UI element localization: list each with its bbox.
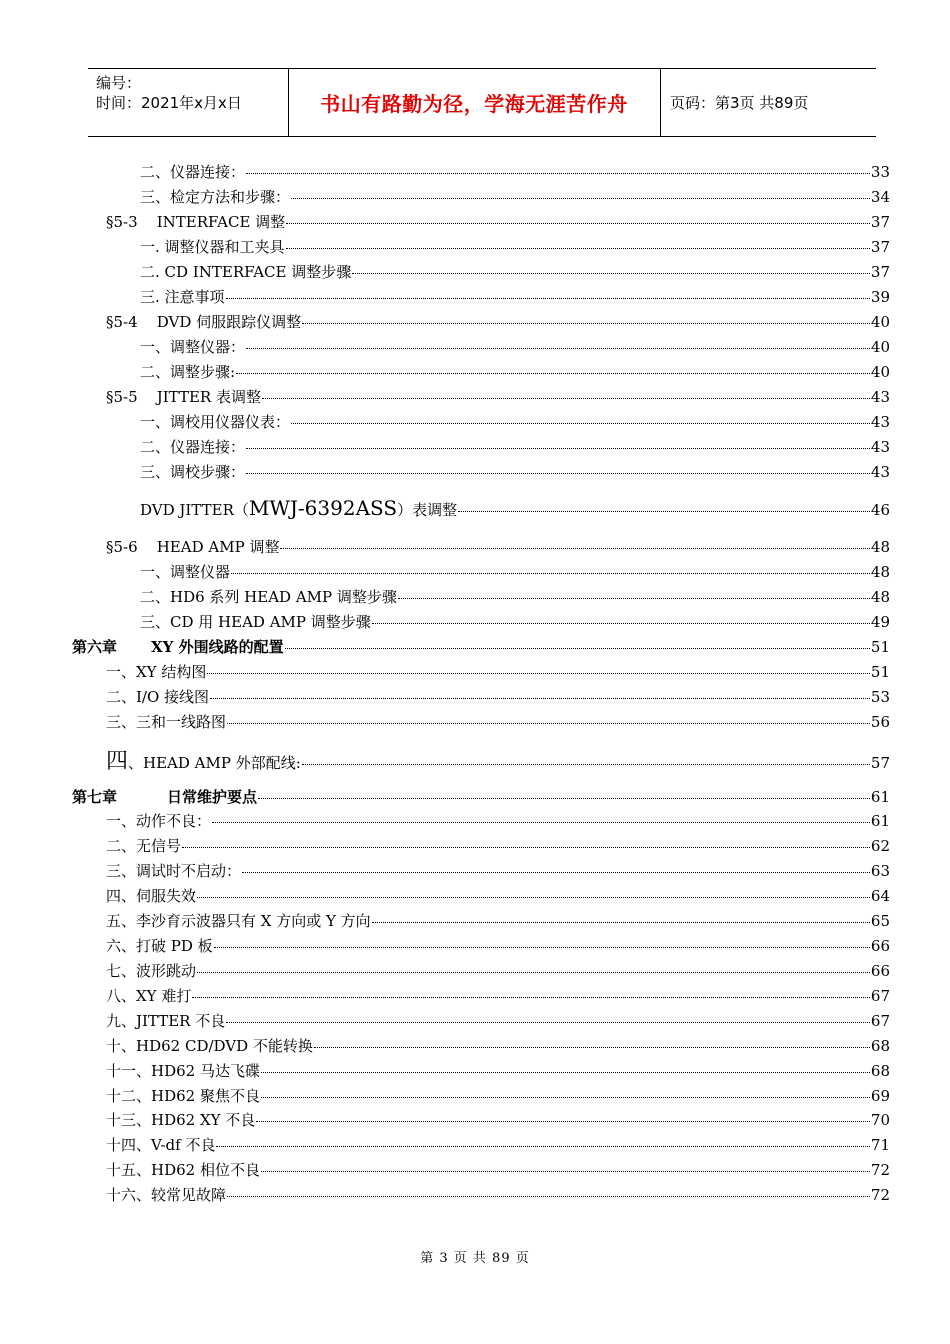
- toc-entry-title: 九、JITTER 不良: [106, 1012, 226, 1030]
- toc-entry-page: 43: [870, 463, 890, 481]
- toc-entry-page: 40: [870, 338, 890, 356]
- toc-entry-title: 四、伺服失效: [106, 887, 197, 905]
- toc-entry-title: 二、无信号: [106, 837, 182, 855]
- toc-entry-page: 43: [870, 388, 890, 406]
- leader-dots: [197, 897, 870, 898]
- leader-dots: [352, 273, 870, 274]
- toc-entry[interactable]: [106, 1060, 890, 1081]
- toc-chapter-title: [72, 786, 257, 807]
- toc-entry-page: 40: [870, 313, 890, 331]
- leader-dots: [226, 1022, 870, 1023]
- toc-entry-title: 三、调试时不启动：: [106, 862, 242, 880]
- number-label: 编号：: [96, 74, 142, 92]
- toc-entry-page: 51: [870, 638, 890, 656]
- toc-entry-page: 67: [870, 1012, 890, 1030]
- toc-entry[interactable]: [140, 436, 890, 457]
- toc-entry-title: 三、调校步骤：: [140, 463, 246, 481]
- toc-entry-page: 70: [870, 1111, 890, 1129]
- toc-entry[interactable]: [140, 586, 890, 607]
- toc-entry[interactable]: [106, 744, 890, 775]
- leader-dots: [262, 398, 870, 399]
- toc-entry-title: 二、调整步骤:: [140, 363, 236, 381]
- toc-entry[interactable]: [106, 1109, 890, 1130]
- toc-entry[interactable]: [140, 286, 890, 307]
- toc-entry-page: 68: [870, 1037, 890, 1055]
- toc-entry-title: 十四、V-df 不良: [106, 1136, 216, 1154]
- leader-dots: [242, 872, 870, 873]
- toc-entry-page: 65: [870, 912, 890, 930]
- toc-entry-page: 33: [870, 163, 890, 181]
- leader-dots: [246, 348, 870, 349]
- toc-entry-page: 61: [870, 788, 890, 806]
- toc-entry-title: 一、调校用仪器仪表：: [140, 413, 291, 431]
- leader-dots: [398, 598, 870, 599]
- toc-entry[interactable]: [106, 1035, 890, 1056]
- header-motto: 书山有路勤为径，学海无涯苦作舟: [320, 92, 628, 116]
- toc-entry-title: 十一、HD62 马达飞碟: [106, 1062, 260, 1080]
- leader-dots: [372, 922, 870, 923]
- toc-entry-page: 71: [870, 1136, 890, 1154]
- toc-entry[interactable]: [140, 236, 890, 257]
- leader-dots: [207, 673, 870, 674]
- leader-dots: [261, 1097, 870, 1098]
- toc-entry-page: 66: [870, 937, 890, 955]
- leader-dots: [291, 423, 870, 424]
- toc-entry-title-part: 、HEAD AMP 外部配线:: [128, 754, 301, 772]
- toc-entry-page: 43: [870, 413, 890, 431]
- toc-entry-title: 三、三和一线路图: [106, 713, 227, 731]
- leader-dots: [197, 972, 870, 973]
- toc-entry-title: [106, 744, 301, 775]
- chapter-name: 日常维护要点: [167, 788, 258, 806]
- toc-entry-title: 八、XY 难打: [106, 987, 192, 1005]
- leader-dots: [227, 1196, 870, 1197]
- toc-entry-page: 39: [870, 288, 890, 306]
- chapter-name: XY 外围线路的配置: [151, 638, 284, 656]
- toc-entry-title: 二、仪器连接：: [140, 438, 246, 456]
- toc-entry[interactable]: [140, 611, 890, 632]
- toc-entry-page: 63: [870, 862, 890, 880]
- toc-entry-page: 72: [870, 1186, 890, 1204]
- toc-entry-title: 二、I/O 接线图: [106, 688, 210, 706]
- toc-entry-title: §5-6 HEAD AMP 调整: [106, 538, 280, 556]
- toc-entry[interactable]: [106, 711, 890, 732]
- toc-entry-page: 34: [870, 188, 890, 206]
- toc-entry-page: 40: [870, 363, 890, 381]
- toc-entry-page: 66: [870, 962, 890, 980]
- toc-entry-title: [140, 496, 457, 520]
- leader-dots: [261, 1072, 870, 1073]
- leader-dots: [261, 1171, 870, 1172]
- toc-entry[interactable]: [140, 261, 890, 282]
- toc-entry-model-number: MWJ-6392ASS: [248, 496, 398, 520]
- toc-entry[interactable]: [106, 686, 890, 707]
- toc-entry-title: 一. 调整仪器和工夹具: [140, 238, 285, 256]
- toc-entry[interactable]: [140, 561, 890, 582]
- toc-entry[interactable]: [106, 1085, 890, 1106]
- toc-entry-page: 67: [870, 987, 890, 1005]
- leader-dots: [231, 573, 870, 574]
- toc-entry-title: 十、HD62 CD/DVD 不能转换: [106, 1037, 313, 1055]
- toc-entry-page: 68: [870, 1062, 890, 1080]
- toc-entry-page: 62: [870, 837, 890, 855]
- toc-entry-page: 51: [870, 663, 890, 681]
- toc-entry-title: 三、CD 用 HEAD AMP 调整步骤: [140, 613, 371, 631]
- chapter-number: 第七章: [72, 788, 118, 806]
- leader-dots: [192, 997, 870, 998]
- toc-entry[interactable]: [140, 411, 890, 432]
- toc-entry-page: 48: [870, 538, 890, 556]
- leader-dots: [291, 198, 870, 199]
- leader-dots: [258, 798, 870, 799]
- toc-entry-title: 十三、HD62 XY 不良: [106, 1111, 256, 1129]
- toc-entry-numeral: 四: [106, 749, 129, 774]
- leader-dots: [214, 947, 870, 948]
- toc-chapter-entry[interactable]: [72, 636, 890, 657]
- toc-entry[interactable]: [106, 1010, 890, 1031]
- toc-entry-page: 69: [870, 1087, 890, 1105]
- toc-entry[interactable]: [106, 910, 890, 931]
- leader-dots: [210, 698, 870, 699]
- toc-entry[interactable]: [106, 211, 890, 232]
- toc-entry-title: 二、HD6 系列 HEAD AMP 调整步骤: [140, 588, 397, 606]
- toc-entry[interactable]: [106, 386, 890, 407]
- toc-entry-title: 三、检定方法和步骤：: [140, 188, 291, 206]
- leader-dots: [212, 822, 870, 823]
- toc-entry-page: 48: [870, 588, 890, 606]
- toc-entry-title: 十五、HD62 相位不良: [106, 1161, 260, 1179]
- toc-entry-title: 一、调整仪器: [140, 563, 231, 581]
- toc-entry-page: 64: [870, 887, 890, 905]
- toc-entry-title: 二. CD INTERFACE 调整步骤: [140, 263, 352, 281]
- toc-entry-title: §5-5 JITTER 表调整: [106, 388, 261, 406]
- toc-entry-page: 37: [870, 263, 890, 281]
- toc-entry[interactable]: [106, 935, 890, 956]
- leader-dots: [314, 1047, 870, 1048]
- toc-entry-page: 49: [870, 613, 890, 631]
- leader-dots: [236, 373, 870, 374]
- toc-entry[interactable]: [106, 960, 890, 981]
- leader-dots: [226, 298, 870, 299]
- toc-entry[interactable]: [106, 536, 890, 557]
- leader-dots: [246, 473, 870, 474]
- toc-entry[interactable]: [106, 1134, 890, 1155]
- leader-dots: [372, 623, 870, 624]
- toc-entry-title-part: DVD JITTER（: [140, 501, 249, 519]
- toc-entry[interactable]: [106, 661, 890, 682]
- toc-entry[interactable]: [106, 1159, 890, 1180]
- leader-dots: [246, 173, 870, 174]
- leader-dots: [246, 448, 870, 449]
- toc-entry-page: 72: [870, 1161, 890, 1179]
- toc-entry[interactable]: [140, 496, 890, 520]
- toc-entry-title: 十六、较常见故障: [106, 1186, 227, 1204]
- time-label: 时间：2021年x月x日: [96, 94, 242, 112]
- leader-dots: [286, 223, 870, 224]
- header-meta: [88, 69, 289, 136]
- toc-chapter-title: [72, 636, 284, 657]
- toc-entry[interactable]: [140, 186, 890, 207]
- toc-entry[interactable]: [106, 885, 890, 906]
- page-header: [88, 68, 876, 137]
- toc-entry-page: 37: [870, 213, 890, 231]
- toc-entry-title: 六、打破 PD 板: [106, 937, 213, 955]
- toc-entry-page: 53: [870, 688, 890, 706]
- toc-entry-title: 一、动作不良：: [106, 812, 212, 830]
- leader-dots: [256, 1121, 870, 1122]
- toc-entry-title: 七、波形跳动: [106, 962, 197, 980]
- leader-dots: [302, 323, 870, 324]
- leader-dots: [458, 511, 870, 512]
- header-motto-cell: [288, 69, 661, 136]
- toc-entry-page: 46: [870, 501, 890, 519]
- toc-entry-page: 57: [870, 754, 890, 772]
- footer-page-number: 第 3 页 共 89 页: [420, 1251, 530, 1266]
- toc-entry-page: 37: [870, 238, 890, 256]
- toc-entry[interactable]: [140, 461, 890, 482]
- header-page-label: 页码：第3页 共89页: [670, 94, 809, 112]
- toc-entry[interactable]: [106, 810, 890, 831]
- toc-entry-page: 61: [870, 812, 890, 830]
- leader-dots: [285, 648, 870, 649]
- chapter-number: 第六章: [72, 638, 118, 656]
- toc-entry-page: 48: [870, 563, 890, 581]
- toc-entry-title: 三. 注意事项: [140, 288, 225, 306]
- toc-entry[interactable]: [106, 835, 890, 856]
- toc-entry-title: 一、XY 结构图: [106, 663, 207, 681]
- toc-entry[interactable]: [106, 311, 890, 332]
- toc-entry[interactable]: [140, 361, 890, 382]
- toc-entry[interactable]: [140, 336, 890, 357]
- toc-chapter-entry[interactable]: [72, 786, 890, 807]
- toc-entry-page: 56: [870, 713, 890, 731]
- leader-dots: [286, 248, 870, 249]
- header-page-cell: [660, 69, 876, 136]
- toc-entry-title: 十二、HD62 聚焦不良: [106, 1087, 260, 1105]
- leader-dots: [227, 723, 870, 724]
- leader-dots: [216, 1146, 869, 1147]
- toc-entry-title: 五、李沙育示波器只有 X 方向或 Y 方向: [106, 912, 371, 930]
- toc-entry-title: §5-4 DVD 伺服跟踪仪调整: [106, 313, 302, 331]
- page-footer: [0, 1247, 950, 1266]
- leader-dots: [182, 847, 870, 848]
- leader-dots: [302, 764, 870, 765]
- toc-entry-title: 二、仪器连接：: [140, 163, 246, 181]
- toc-entry-page: 43: [870, 438, 890, 456]
- toc-entry-title: 一、调整仪器：: [140, 338, 246, 356]
- leader-dots: [280, 548, 869, 549]
- toc-entry[interactable]: [106, 1184, 890, 1205]
- toc-entry-title: §5-3 INTERFACE 调整: [106, 213, 286, 231]
- toc-entry-title-part: ）表调整: [397, 501, 458, 519]
- toc-entry[interactable]: [106, 860, 890, 881]
- toc-entry[interactable]: [106, 985, 890, 1006]
- toc-entry[interactable]: [140, 161, 890, 182]
